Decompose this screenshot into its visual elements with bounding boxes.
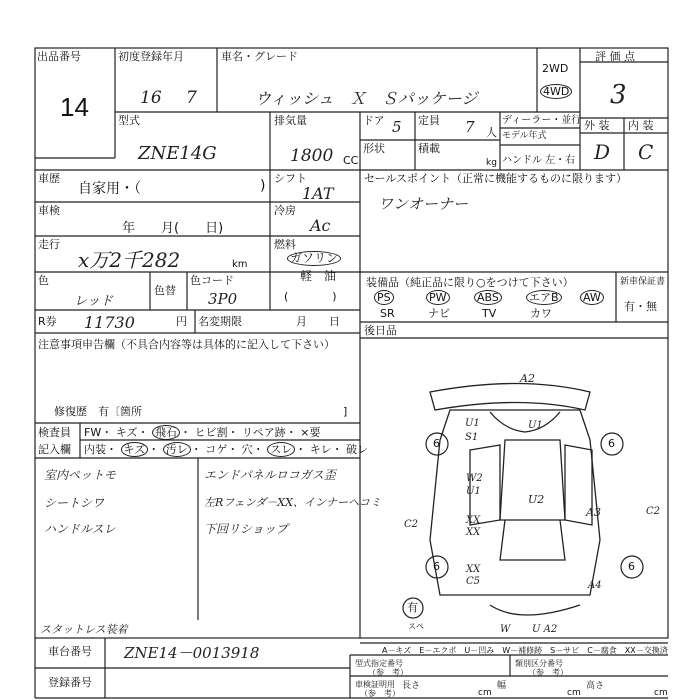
mark-u1-mid: U1 — [528, 420, 543, 431]
width-label: 幅 — [497, 681, 507, 691]
note-right-3: 下回リショップ — [204, 522, 288, 536]
mark-rear-w: W — [500, 624, 511, 635]
cooling-value: Ac — [310, 216, 331, 235]
width-cm: cm — [567, 688, 581, 698]
class-ref: （参 考） — [528, 668, 568, 677]
history-label: 車歴 — [38, 172, 60, 185]
spare-tire: 有 — [407, 601, 418, 614]
note-right-2: 左Rフェンダ－XX、インナーヘコミ — [204, 496, 381, 509]
type-value: ZNE14G — [138, 143, 217, 164]
mileage-label: 走行 — [38, 238, 60, 251]
note-left-2: シートシワ — [44, 496, 105, 510]
tire-fr: 6 — [608, 437, 615, 450]
format-no-label: 型式指定番号 — [355, 659, 403, 668]
mark-u2: U2 — [528, 493, 545, 506]
entry-label: 記入欄 — [38, 443, 71, 456]
mark-xx-1: XX — [466, 515, 481, 526]
equip-abs: ABS — [474, 290, 502, 305]
mark-w2: W2 — [466, 473, 483, 484]
paint-change-label: 色替 — [154, 284, 176, 297]
notes-title: 注意事項申告欄（不具合内容等は具体的に記入して下さい） — [38, 338, 335, 351]
mileage-value: x万2千282 — [78, 248, 181, 272]
deadline-date: 月 日 — [296, 315, 340, 328]
after-market-label: 後日品 — [364, 324, 397, 337]
doors-value: 5 — [392, 118, 402, 136]
interior-grade: C — [638, 140, 654, 164]
exterior-grade: D — [594, 140, 611, 164]
mark-a4: A4 — [588, 580, 602, 591]
sales-points-title: セールスポイント（正常に機能するものに限ります） — [364, 172, 628, 185]
mark-c2-right: C2 — [646, 506, 661, 517]
color-value: レッド — [74, 294, 113, 309]
handle-label: ハンドル 左・右 — [502, 155, 576, 166]
length-label: 長さ — [402, 681, 421, 691]
fuel-gasoline: ガソリン — [287, 251, 341, 266]
fuel-light-oil: 軽 油 — [300, 269, 337, 283]
mark-u1-left: U1 — [465, 418, 480, 429]
mark-s1: S1 — [465, 432, 479, 443]
reg-year: 16 — [140, 88, 162, 108]
km-unit: km — [232, 259, 248, 270]
recycle-label: R券 — [38, 315, 57, 328]
car-outline — [430, 384, 600, 616]
inspection-date: 年 月( 日) — [122, 221, 224, 236]
mark-top: A2 — [520, 372, 535, 385]
chassis-value: ZNE14－0013918 — [124, 644, 260, 662]
tire-rl: 6 — [433, 560, 440, 573]
height-cm: cm — [654, 688, 668, 698]
drive-4wd-value: 4WD — [540, 84, 572, 99]
type-label: 型式 — [118, 114, 140, 127]
height-label: 高さ — [586, 681, 605, 691]
equip-sr: SR — [380, 307, 395, 320]
history-value: 自家用・（ — [78, 181, 141, 197]
vehicle-cert-label: 車検証明用 — [355, 680, 395, 689]
interior-label: 内 装 — [628, 119, 654, 132]
capacity-label: 定員 — [418, 114, 440, 127]
vehicle-cert-ref: （参 考） — [360, 689, 400, 698]
warranty-label: 新車保証書 — [620, 277, 666, 287]
repair-history: 修復歴 有〔箇所 — [54, 405, 142, 418]
equip-aw: AW — [580, 290, 604, 305]
drive-2wd-label: 2WD — [542, 62, 569, 75]
note-left-3: ハンドルスレ — [44, 522, 116, 536]
note-left-1: 室内ペットモ — [44, 468, 117, 482]
score-value: 3 — [610, 80, 627, 110]
format-ref: （参 考） — [368, 668, 408, 677]
mark-xx-rear: XX — [466, 564, 481, 575]
mark-c2-left: C2 — [404, 519, 419, 530]
cc-unit: CC — [343, 154, 359, 167]
yen-unit: 円 — [176, 315, 187, 328]
displacement-value: 1800 — [290, 146, 334, 166]
capacity-unit: 人 — [486, 126, 497, 139]
equip-tv: TV — [482, 307, 497, 320]
model-grade-value: ウィッシュ Ｘ Ｓパッケージ — [255, 89, 478, 108]
equip-airbag: エアB — [526, 290, 562, 305]
model-year-label: モデル年式 — [502, 131, 547, 141]
class-no-label: 類別区分番号 — [515, 659, 563, 668]
exterior-label: 外 装 — [584, 119, 610, 132]
inspector-label: 検査員 — [38, 426, 71, 439]
equip-leather: カワ — [530, 307, 552, 320]
cooling-label: 冷房 — [274, 204, 296, 217]
sales-point-value: ワンオーナー — [378, 195, 469, 213]
shift-value: 1AT — [302, 184, 334, 203]
spare-label: スペ — [408, 622, 424, 631]
damage-legend: A－キズ E－エクボ U－凹み W－補修跡 S－サビ C－腐食 XX－交換済 — [382, 646, 668, 655]
equipment-title: 装備品（純正品に限り○をつけて下さい） — [366, 276, 574, 289]
doors-label: ドア — [363, 114, 385, 127]
lot-label: 出品番号 — [37, 50, 81, 63]
mark-c5: C5 — [466, 576, 481, 587]
history-close: ) — [260, 178, 266, 194]
mark-u1-low: U1 — [466, 486, 481, 497]
load-label: 積載 — [418, 142, 440, 155]
tire-rr: 6 — [628, 560, 635, 573]
capacity-value: 7 — [465, 118, 475, 136]
dealer-label: ディーラー・並行 — [502, 115, 582, 126]
length-cm: cm — [478, 688, 492, 698]
studless-note: スタットレス装着 — [40, 623, 128, 636]
color-label: 色 — [38, 274, 49, 287]
deadline-label: 名変期限 — [198, 315, 242, 328]
fuel-paren: ( ) — [284, 290, 337, 303]
recycle-amount: 11730 — [84, 313, 135, 332]
reg-no-label: 登録番号 — [48, 676, 92, 689]
shift-label: シフト — [274, 172, 307, 185]
mark-xx-2: XX — [466, 527, 481, 538]
note-right-1: エンドパネルロコガス歪 — [204, 468, 336, 482]
equip-navi: ナビ — [428, 307, 450, 320]
fuel-label: 燃料 — [274, 238, 296, 251]
mark-rear-ua2: U A2 — [532, 624, 558, 635]
tire-fl: 6 — [433, 437, 440, 450]
lot-number: 14 — [60, 92, 89, 122]
first-reg-label: 初度登録年月 — [118, 50, 184, 63]
repair-close: ] — [343, 405, 348, 418]
entry-row: 内装・ キズ ・ 汚レ ・ コゲ・ 穴・ スレ ・ キレ・ 破レ — [84, 443, 369, 456]
color-code-label: 色コード — [190, 274, 234, 287]
displacement-label: 排気量 — [274, 114, 307, 127]
kg-unit: kg — [486, 158, 497, 168]
inspector-row: FW・ キズ・ 飛石 ・ ヒビ割・ リペア跡・ ×要 — [84, 426, 321, 439]
score-label: 評 価 点 — [595, 50, 635, 63]
mark-a3: A3 — [586, 506, 601, 519]
shape-label: 形状 — [363, 142, 385, 155]
model-grade-label: 車名・グレード — [221, 50, 298, 63]
warranty-options: 有・無 — [624, 300, 657, 313]
color-code-value: 3P0 — [208, 290, 238, 308]
chassis-label: 車台番号 — [48, 645, 92, 658]
reg-month: 7 — [186, 88, 197, 108]
equip-pw: PW — [426, 290, 450, 305]
equip-ps: PS — [374, 290, 394, 305]
inspection-label: 車検 — [38, 204, 60, 217]
